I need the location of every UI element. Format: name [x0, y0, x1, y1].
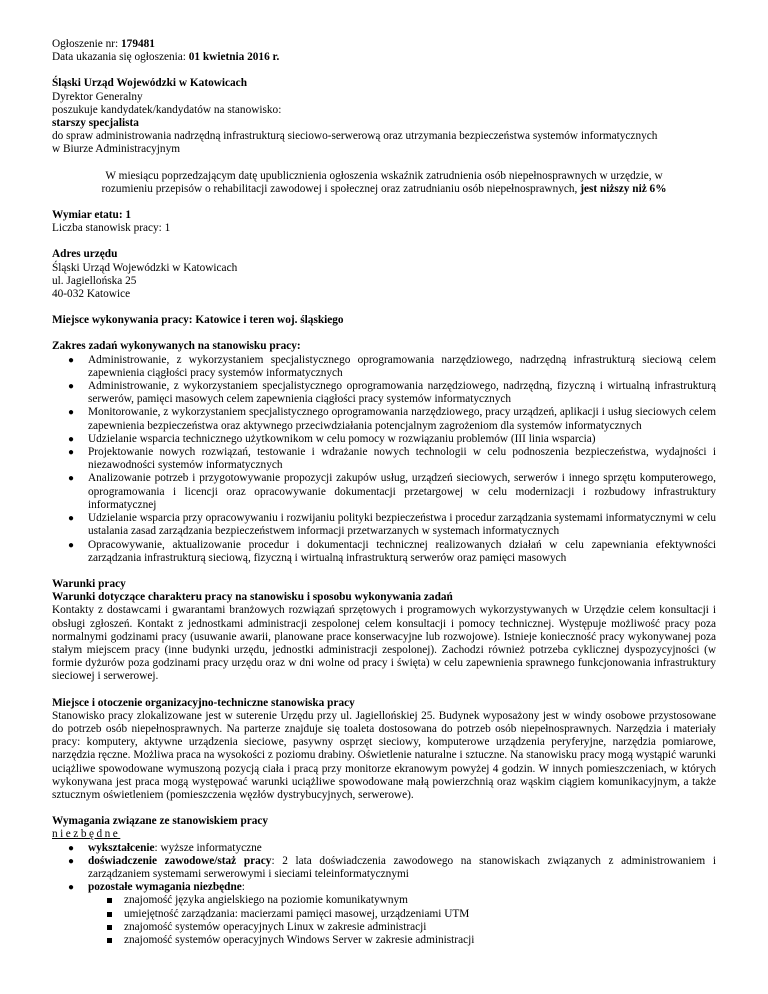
- duty-item: ● Udzielanie wsparcia technicznego użytkownikom w celu pomocy w rozwiązaniu problemów (III linia wsparcia): [52, 433, 716, 446]
- disability-note-bold: jest niższy niż 6%: [580, 182, 667, 195]
- ad-number: 179481: [121, 38, 155, 50]
- duty-item: ● Opracowywanie, aktualizowanie procedur i dokumentacji technicznej realizowanych działań w celu zapewniania efektywności zarządzania infrastrukturą sieciową, fizyczną i wirtualną infrastrukturą serwerów oraz pamięci masowych: [52, 539, 716, 565]
- requirement-text: : 2 lata doświadczenia zawodowego na stanowiskach związanych z administrowaniem i zarządzaniem systemami serwerowymi i sieciami teleinformatycznymi: [88, 854, 716, 880]
- position-title: starszy specjalista: [52, 117, 139, 130]
- duty-item: ● Administrowanie, z wykorzystaniem specjalistycznego oprogramowania narzędziowego, nadrzędną infrastrukturą sieciową celem zapewnienia ciągłości pracy systemów informatycznych: [52, 354, 716, 380]
- required-label: [52, 828, 716, 841]
- conditions-heading: Warunki pracy: [52, 577, 126, 590]
- duty-item: ● Monitorowanie, z wykorzystaniem specjalistycznego oprogramowania narzędziowego, pracy urządzeń, aplikacji i usług sieciowych celem zapewnienia bezpieczeństwa oraz aktywnego przeciwdziałania potencjalnym zagrożeniom dla systemów informatycznych: [52, 406, 716, 432]
- conditions-text: Kontakty z dostawcami i gwarantami branżowych rozwiązań sprzętowych i programowych wykorzystywanych w Urzędzie celem konsultacji i obsługi zgłoszeń. Kontakt z jednostkami administracji zespolonej celem konsultacji i pomocy technicznej. Występuje możliwość pracy poza normalnymi godzinami pracy (usuwanie awarii, planowane prace konserwacyjne lub rozwojowe). Istnieje konieczność pracy wykonywanej poza stałym miejscem pracy (inne budynki urzędu, jednostki administracji zespolonej). Zachodzi również potrzeba cyklicznej dyspozycyjności (w formie dyżurów poza godzinami pracy urzędu oraz w dni wolne od pracy i święta) w celu zapewnienia sprawnego funkcjonowania infrastruktury sieciowej i serwerowej.: [52, 604, 716, 683]
- employer-name: Śląski Urząd Wojewódzki w Katowicach: [52, 77, 247, 90]
- requirement-item: [52, 855, 716, 881]
- requirements-heading: Wymagania związane ze stanowiskiem pracy: [52, 815, 269, 828]
- employer-seeking: poszukuje kandydatek/kandydatów na stanowisko:: [52, 103, 282, 116]
- requirement-label: pozostałe wymagania niezbędne: [88, 881, 242, 894]
- employment-size: Wymiar etatu: 1: [52, 209, 132, 222]
- requirement-text: : wyższe informatyczne: [154, 841, 262, 854]
- duties-heading: Zakres zadań wykonywanych na stanowisku pracy:: [52, 340, 301, 353]
- position-count: Liczba stanowisk pracy: 1: [52, 222, 171, 235]
- requirement-item: [52, 881, 716, 894]
- publication-date-label: Data ukazania się ogłoszenia:: [52, 51, 189, 64]
- requirements-sublist: [52, 894, 716, 947]
- requirement-label: wykształcenie: [88, 841, 155, 854]
- address-line: ul. Jagiellońska 25: [52, 274, 137, 287]
- requirement-subitem: znajomość systemów operacyjnych Windows Server w zakresie administracji: [52, 934, 716, 947]
- publication-date: 01 kwietnia 2016 r.: [188, 51, 280, 64]
- required-label-text: niezbędne: [52, 828, 121, 841]
- address-line: Śląski Urząd Wojewódzki w Katowicach: [52, 261, 238, 274]
- address-heading: Adres urzędu: [52, 248, 118, 261]
- requirement-item: [52, 842, 716, 855]
- ad-number-line: [52, 38, 716, 51]
- disability-note: [52, 170, 716, 196]
- address-line: 40-032 Katowice: [52, 288, 131, 301]
- employer-director: Dyrektor Generalny: [52, 90, 143, 103]
- position-description: do spraw administrowania nadrzędną infrastrukturą sieciowo-serwerową oraz utrzymania bezpieczeństwa systemów informatycznych: [52, 130, 658, 143]
- ad-number-label: Ogłoszenie nr:: [52, 38, 122, 50]
- duty-item: ● Administrowanie, z wykorzystaniem specjalistycznego oprogramowania narzędziowego, nadrzędną, fizyczną i wirtualną infrastrukturą serwerów, pamięci masowych celem zapewnienia ciągłości pracy systemów informatycznych: [52, 380, 716, 406]
- requirement-label: doświadczenie zawodowe/staż pracy: [88, 854, 272, 867]
- work-location: Miejsce wykonywania pracy: Katowice i teren woj. śląskiego: [52, 314, 344, 327]
- requirement-text: :: [241, 881, 245, 894]
- duty-item: ● Projektowanie nowych rozwiązań, testowanie i wdrażanie nowych technologii w celu podnoszenia bezpieczeństwa, wydajności i niezawodności systemów informatycznych: [52, 446, 716, 472]
- requirements-list: [52, 842, 716, 895]
- environment-text: Stanowisko pracy zlokalizowane jest w suterenie Urzędu przy ul. Jagiellońskiej 25. Budynek wyposażony jest w windy osobowe przystosowane do potrzeb osób niepełnosprawnych. Na parterze znajduje się toaleta dostosowana do potrzeb osób niepełnosprawnych. Narzędzia i materiały pracy: komputery, aktywne urządzenia sieciowe, pasywny osprzęt sieciowy, komputerowe urządzenia peryferyjne, narzędzia pomiarowe, narzędzia ręczne. Możliwa praca na wysokości z poziomu drabiny. Oświetlenie naturalne i sztuczne. Na stanowisku pracy mogą wystąpić warunki uciążliwe spowodowane wymuszoną pozycją ciała i pracą przy monitorze ekranowym powyżej 4 godzin. W innych pomieszczeniach, w których wykonywana jest praca mogą występować warunki uciążliwe spowodowane małą powierzchnią oraz wąskim ciągiem komunikacyjnym, a także sztucznym oświetleniem (pomieszczenia węzłów dystrybucyjnych, serwerowe).: [52, 709, 716, 801]
- department: w Biurze Administracyjnym: [52, 143, 181, 156]
- publication-date-line: [52, 51, 716, 64]
- requirement-subitem: znajomość systemów operacyjnych Linux w zakresie administracji: [52, 921, 716, 934]
- disability-note-text: W miesiącu poprzedzającym datę upublicznienia ogłoszenia wskaźnik zatrudnienia osób niepełnosprawnych w urzędzie, w rozumieniu przepisów o rehabilitacji zawodowej i społecznej oraz zatrudnianiu osób niepełnosprawnych,: [101, 169, 663, 195]
- conditions-subheading: Warunki dotyczące charakteru pracy na stanowisku i sposobu wykonywania zadań: [52, 591, 453, 604]
- duty-item: ● Udzielanie wsparcia przy opracowywaniu i rozwijaniu polityki bezpieczeństwa i procedur zarządzania systemami informatycznymi w celu ustalania zasad zarządzania bezpieczeństwem informacji przetwarzanych w systemach informatycznych: [52, 512, 716, 538]
- duties-list: [52, 354, 716, 565]
- requirement-subitem: umiejętność zarządzania: macierzami pamięci masowej, urządzeniami UTM: [52, 908, 716, 921]
- duty-item: ● Analizowanie potrzeb i przygotowywanie propozycji zakupów usług, urządzeń sieciowych, serwerów i innego sprzętu komputerowego, oprogramowania i licencji oraz opracowywanie dokumentacji przetargowej w celu modernizacji i rozbudowy infrastruktury informatycznej: [52, 472, 716, 512]
- environment-heading: Miejsce i otoczenie organizacyjno-techniczne stanowiska pracy: [52, 696, 355, 709]
- requirement-subitem: znajomość języka angielskiego na poziomie komunikatywnym: [52, 894, 716, 907]
